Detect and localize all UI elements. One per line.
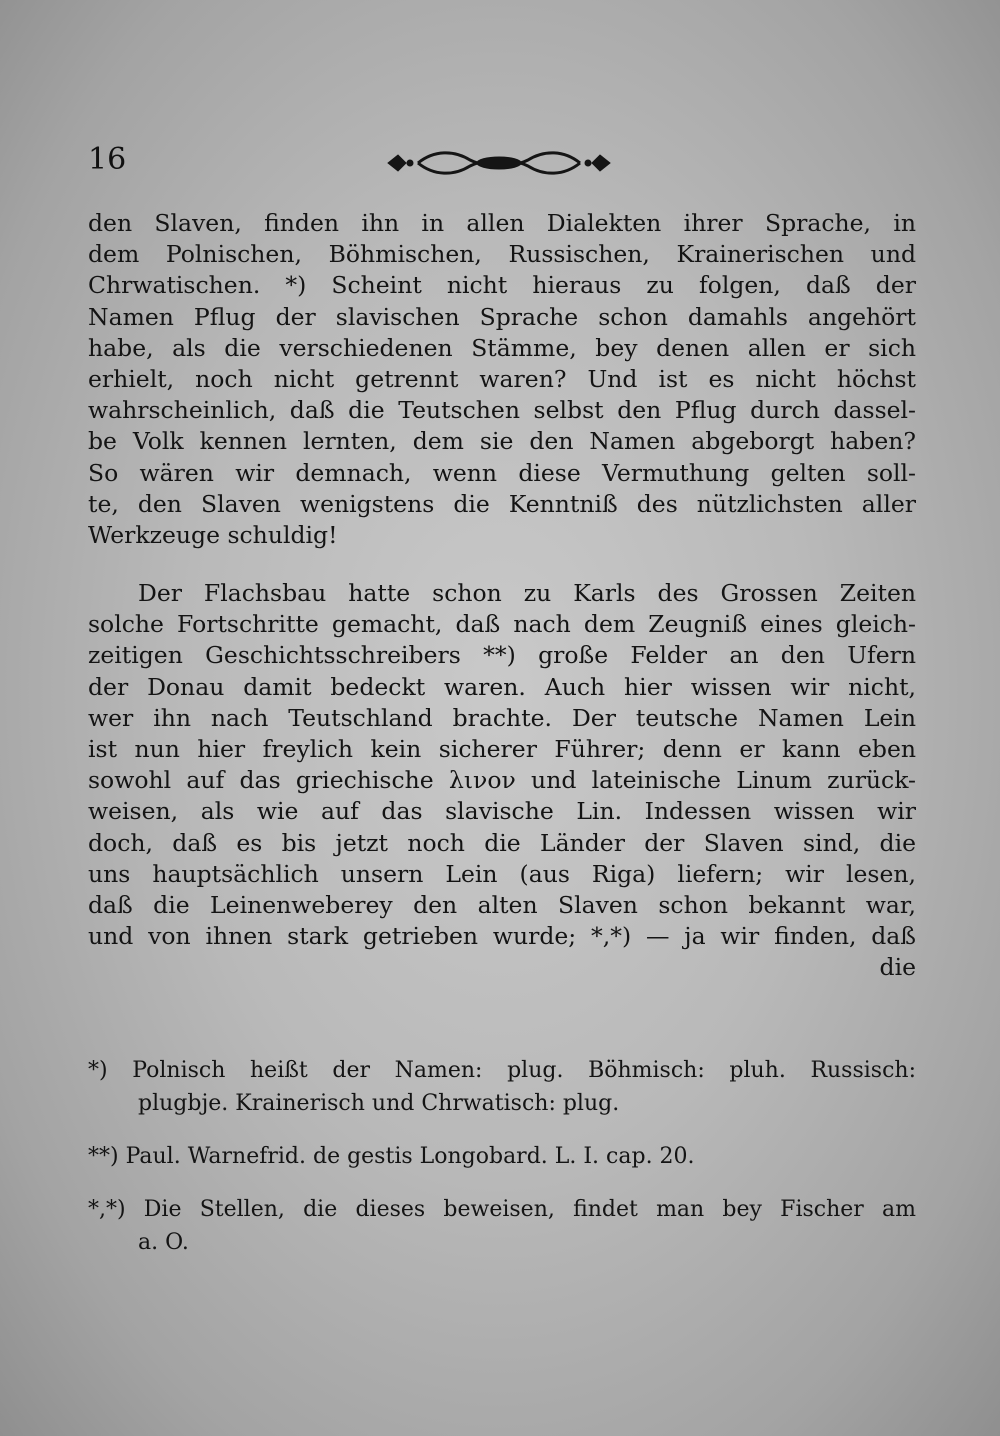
text-line: erhielt, noch nicht getrennt waren? Und ist es nicht höchst [88, 364, 916, 393]
paragraph-1 [88, 208, 916, 551]
ornament-vignette-icon [384, 146, 614, 180]
footnote-1 [88, 1054, 916, 1120]
text-line: doch, daß es bis jetzt noch die Länder der Slaven sind, die [88, 828, 916, 857]
text-line: be Volk kennen lernten, dem sie den Namen abgeborgt haben? [88, 427, 916, 456]
footnote-line: **) Paul. Warnefrid. de gestis Longobard. L. I. cap. 20. [88, 1144, 695, 1169]
text-line: sowohl auf das griechische λινον und lateinische Linum zurück- [88, 766, 916, 795]
text-line: dem Polnischen, Böhmischen, Russischen, Krainerischen und [88, 240, 916, 269]
text-line: habe, als die verschiedenen Stämme, bey denen allen er sich [88, 333, 916, 362]
text-line: den Slaven, finden ihn in allen Dialekten ihrer Sprache, in [88, 209, 916, 237]
text-line: daß die Leinenweberey den alten Slaven schon bekannt war, [88, 890, 916, 919]
text-line: Chrwatischen. *) Scheint nicht hieraus zu folgen, daß der [88, 271, 916, 300]
footnote-line: *) Polnisch heißt der Namen: plug. Böhmisch: pluh. Russisch: [88, 1058, 916, 1083]
page-header [88, 142, 918, 182]
text-line: solche Fortschritte gemacht, daß nach dem Zeugniß eines gleich- [88, 610, 916, 639]
footnote-line: *,*) Die Stellen, die dieses beweisen, findet man bey Fischer am [88, 1197, 916, 1222]
footnotes [88, 1054, 916, 1279]
text-line: zeitigen Geschichtsschreibers **) große Felder an den Ufern [88, 641, 916, 670]
text-line: ist nun hier freylich kein sicherer Führer; denn er kann eben [88, 735, 916, 763]
text-line: der Donau damit bedeckt waren. Auch hier wissen wir nicht, [88, 672, 916, 701]
text-line: wer ihn nach Teutschland brachte. Der teutsche Namen Lein [88, 703, 916, 732]
page-number: 16 [88, 142, 127, 177]
text-line: und von ihnen stark getrieben wurde; *,*) — ja wir finden, daß [88, 922, 916, 951]
main-text [88, 208, 916, 984]
catchword: die [879, 953, 916, 982]
text-line: uns hauptsächlich unsern Lein (aus Riga) liefern; wir lesen, [88, 859, 916, 888]
footnote-line: a. O. [138, 1230, 189, 1255]
text-line: Namen Pflug der slavischen Sprache schon damahls angehört [88, 302, 916, 331]
text-line: te, den Slaven wenigstens die Kenntniß des nützlichsten aller [88, 489, 916, 518]
footnote-line: plugbje. Krainerisch und Chrwatisch: plug. [138, 1091, 620, 1116]
footnote-2 [88, 1140, 916, 1173]
text-line: weisen, als wie auf das slavische Lin. Indessen wissen wir [88, 797, 916, 826]
footnote-3 [88, 1193, 916, 1259]
text-line: Der Flachsbau hatte schon zu Karls des Grossen Zeiten [138, 579, 916, 608]
text-line: So wären wir demnach, wenn diese Vermuthung gelten soll- [88, 458, 916, 487]
text-line: wahrscheinlich, daß die Teutschen selbst den Pflug durch dassel- [88, 396, 916, 425]
text-line: Werkzeuge schuldig! [88, 520, 338, 549]
paragraph-2 [88, 578, 916, 983]
